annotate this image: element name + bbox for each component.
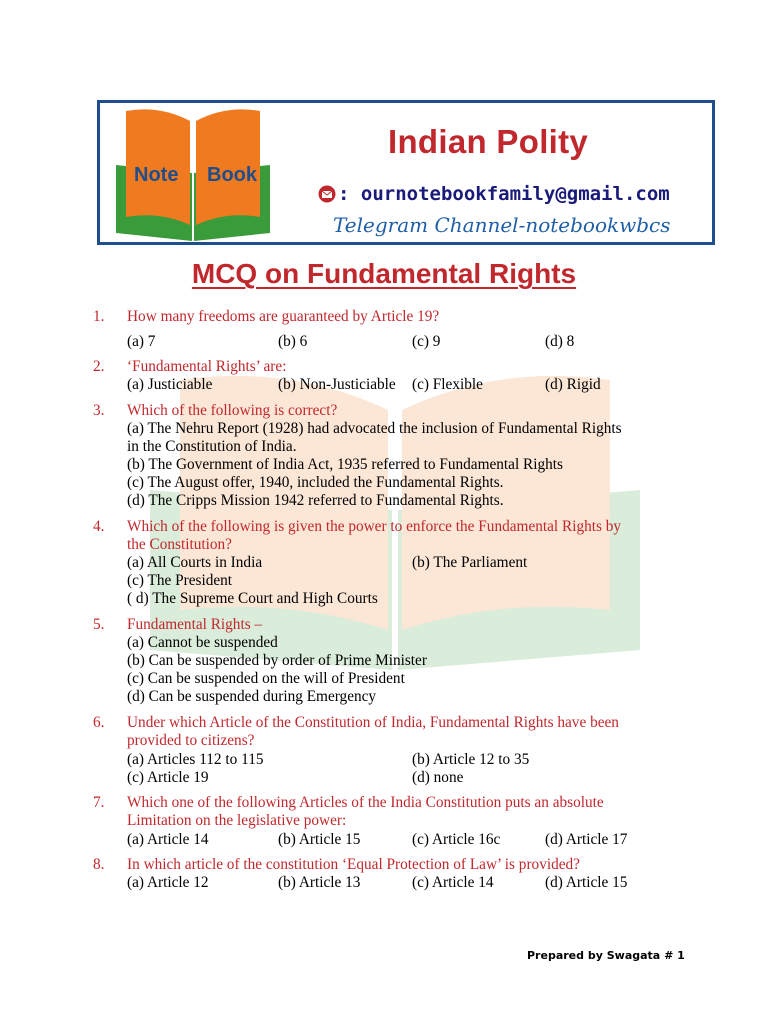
logo-word-book: Book xyxy=(207,164,257,186)
option-c: (c) Can be suspended on the will of President xyxy=(127,670,405,687)
question-number: 4. xyxy=(93,518,105,535)
banner-telegram: Telegram Channel-notebookwbcs xyxy=(333,213,671,237)
option-d: (d) Article 17 xyxy=(545,831,628,848)
statement-line: (a) The Nehru Report (1928) had advocated the inclusion of Fundamental Rights xyxy=(127,420,622,437)
question-text: ‘Fundamental Rights’ are: xyxy=(127,358,287,375)
banner-title: Indian Polity xyxy=(388,123,589,160)
question-text: Under which Article of the Constitution of India, Fundamental Rights have been xyxy=(127,714,619,731)
option-c: (c) Article 19 xyxy=(127,769,209,786)
option-b: (b) Article 12 to 35 xyxy=(412,751,530,768)
option-d: (d) Can be suspended during Emergency xyxy=(127,688,377,705)
option-b: (b) Non-Justiciable xyxy=(278,376,396,393)
option-c: (c) Article 14 xyxy=(412,874,494,891)
question-text: provided to citizens? xyxy=(127,732,255,749)
option-d: (d) Article 15 xyxy=(545,874,628,891)
option-a: (a) Article 12 xyxy=(127,874,209,891)
footer-author: Swagata xyxy=(606,949,661,962)
option-d: (d) none xyxy=(412,769,464,786)
option-c: (c) The President xyxy=(127,572,233,589)
question-number: 5. xyxy=(93,616,105,633)
option-b: (b) Can be suspended by order of Prime Minister xyxy=(127,652,427,669)
option-d: (d) Rigid xyxy=(545,376,601,393)
question-text: How many freedoms are guaranteed by Article 19? xyxy=(127,308,440,325)
option-d: ( d) The Supreme Court and High Courts xyxy=(127,590,378,607)
option-a: (a) Articles 112 to 115 xyxy=(127,751,264,768)
question-number: 1. xyxy=(93,308,105,325)
option-b: (b) 6 xyxy=(278,333,308,350)
option-b: (b) Article 15 xyxy=(278,831,361,848)
page-footer xyxy=(527,949,685,962)
statement-line: in the Constitution of India. xyxy=(127,438,297,455)
statement-line: (d) The Cripps Mission 1942 referred to Fundamental Rights. xyxy=(127,492,504,509)
option-c: (c) Flexible xyxy=(412,376,483,393)
option-b: (b) The Parliament xyxy=(412,554,528,571)
question-text: In which article of the constitution ‘Equal Protection of Law’ is provided? xyxy=(127,856,580,873)
notebook-logo xyxy=(108,107,278,241)
question-text: Which one of the following Articles of the India Constitution puts an absolute xyxy=(127,794,604,811)
option-a: (a) 7 xyxy=(127,333,156,350)
page-title: MCQ on Fundamental Rights xyxy=(191,258,577,289)
option-c: (c) 9 xyxy=(412,333,441,350)
logo-word-note: Note xyxy=(134,164,179,186)
question-text: Which of the following is given the power to enforce the Fundamental Rights by xyxy=(127,518,622,535)
header-banner xyxy=(97,100,715,245)
email-row xyxy=(318,183,670,205)
statement-line: (b) The Government of India Act, 1935 referred to Fundamental Rights xyxy=(127,456,563,473)
statement-line: (c) The August offer, 1940, included the Fundamental Rights. xyxy=(127,474,504,491)
question-number: 7. xyxy=(93,794,105,811)
question-text: Which of the following is correct? xyxy=(127,402,338,419)
question-text: the Constitution? xyxy=(127,536,232,553)
banner-email: : ournotebookfamily@gmail.com xyxy=(338,183,670,205)
option-a: (a) All Courts in India xyxy=(127,554,263,571)
option-a: (a) Cannot be suspended xyxy=(127,634,278,651)
option-a: (a) Article 14 xyxy=(127,831,209,848)
question-text: Limitation on the legislative power: xyxy=(127,812,347,829)
option-b: (b) Article 13 xyxy=(278,874,361,891)
option-c: (c) Article 16c xyxy=(412,831,501,848)
question-number: 2. xyxy=(93,358,105,375)
question-text: Fundamental Rights – xyxy=(127,616,263,633)
question-number: 3. xyxy=(93,402,105,419)
footer-page-number: # 1 xyxy=(664,949,685,962)
option-d: (d) 8 xyxy=(545,333,575,350)
email-icon xyxy=(318,185,336,203)
option-a: (a) Justiciable xyxy=(127,376,213,393)
question-number: 6. xyxy=(93,714,105,731)
question-number: 8. xyxy=(93,856,105,873)
footer-prefix: Prepared by xyxy=(527,949,603,962)
